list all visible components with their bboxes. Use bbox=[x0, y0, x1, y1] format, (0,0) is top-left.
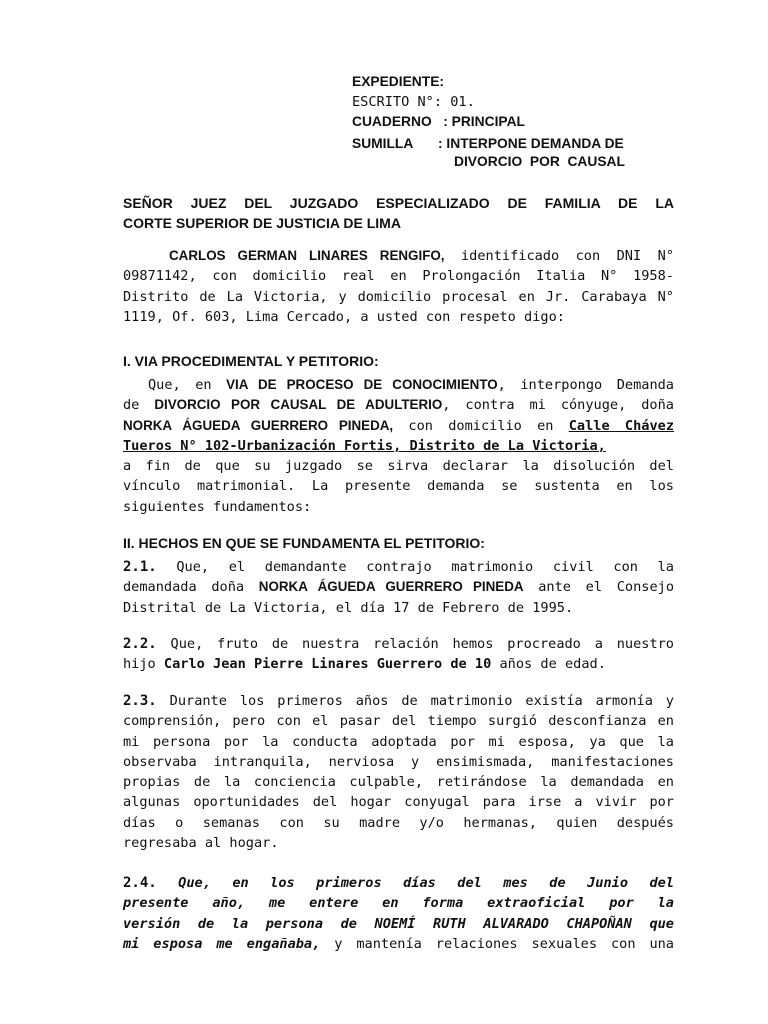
sumilla-text bbox=[438, 134, 625, 171]
p21-line-3: Distrital de La Victoria, el día 17 de Febrero de 1995. bbox=[123, 599, 574, 616]
defendant-address: Tueros N° 102-Urbanización Fortis, Distrito de La Victoria, bbox=[123, 437, 606, 454]
s1-line-6: vínculo matrimonial. La presente demanda se sustenta en los bbox=[123, 478, 674, 495]
sumilla-block bbox=[352, 134, 752, 171]
p24-line-4-b: y mantenía relaciones sexuales con una bbox=[320, 935, 674, 952]
s1-line-3-b: con domicilio en bbox=[393, 417, 569, 434]
section-2-heading: II. HECHOS EN QUE SE FUNDAMENTA EL PETITORIO: bbox=[123, 535, 485, 551]
p21-line-1-text: Que, el demandante contrajo matrimonio civil con la bbox=[156, 559, 674, 575]
s1-line-5: a fin de que su juzgado se sirva declarar la disolución del bbox=[123, 458, 674, 475]
p22-line-2 bbox=[123, 654, 674, 674]
p23-number: 2.3. bbox=[123, 693, 157, 709]
sumilla-label: SUMILLA bbox=[352, 136, 414, 151]
p24-line-3-text: versión de la persona de NOEMÍ RUTH ALVARADO CHAPOÑAN que bbox=[123, 915, 674, 932]
p24-line-2 bbox=[123, 893, 674, 913]
paragraph-2-3 bbox=[123, 691, 674, 853]
paragraph-2-1 bbox=[123, 557, 674, 618]
p22-line-1 bbox=[123, 634, 674, 654]
paragraph-2-2 bbox=[123, 634, 674, 675]
section-1-paragraph bbox=[123, 375, 674, 517]
p24-line-3 bbox=[123, 914, 674, 934]
intro-line-1-text: identificado con DNI N° bbox=[444, 248, 674, 264]
intro-paragraph bbox=[123, 246, 674, 327]
p23-line-1-text: Durante los primeros años de matrimonio existía armonía y bbox=[156, 693, 674, 709]
child-name: Carlo Jean Pierre Linares Guerrero de 10 bbox=[163, 656, 492, 673]
p24-line-4 bbox=[123, 934, 674, 954]
s1-line-7: siguientes fundamentos: bbox=[123, 498, 312, 515]
s1-line-2-c: , contra mi cónyuge, doña bbox=[442, 397, 674, 414]
p21-line-2-c: ante el Consejo bbox=[523, 579, 675, 596]
p22-line-1-text: Que, fruto de nuestra relación hemos procreado a nuestro bbox=[156, 636, 674, 652]
p21-defendant-name: NORKA ÁGUEDA GUERRERO PINEDA bbox=[258, 579, 524, 595]
s1-line-1-a: Que, en bbox=[148, 377, 227, 393]
p22-number: 2.2. bbox=[123, 636, 157, 652]
p21-line-2 bbox=[123, 577, 674, 597]
p23-line-7: días o semanas con su madre y/o hermanas, quien después bbox=[123, 814, 674, 831]
escrito-number: ESCRITO N°: 01. bbox=[352, 94, 475, 110]
cuaderno-line: CUADERNO : PRINCIPAL bbox=[352, 114, 525, 129]
defendant-name: NORKA ÁGUEDA GUERRERO PINEDA, bbox=[123, 417, 394, 433]
sumilla-line-1: : INTERPONE DEMANDA DE bbox=[438, 136, 624, 151]
expediente-label: EXPEDIENTE: bbox=[352, 74, 444, 89]
p23-line-1 bbox=[123, 691, 674, 711]
s1-line-4 bbox=[123, 436, 674, 456]
p23-line-2: comprensión, pero con el pasar del tiempo surgió desconfianza en bbox=[123, 713, 674, 730]
s1-line-3 bbox=[123, 416, 674, 436]
intro-line-3: Distrito de La Victoria, y domicilio procesal en Jr. Carabaya N° bbox=[123, 288, 674, 305]
p23-line-8: regresaba al hogar. bbox=[123, 835, 279, 852]
addressee-line-2: CORTE SUPERIOR DE JUSTICIA DE LIMA bbox=[123, 215, 401, 232]
addressee-line-1: SEÑOR JUEZ DEL JUZGADO ESPECIALIZADO DE FAMILIA DE LA bbox=[123, 195, 674, 211]
case-header bbox=[352, 72, 752, 171]
claim-type: DIVORCIO POR CAUSAL DE ADULTERIO bbox=[154, 397, 443, 413]
plaintiff-name: CARLOS GERMAN LINARES RENGIFO, bbox=[169, 248, 445, 263]
s1-line-2-a: de bbox=[123, 397, 155, 414]
p24-line-2-text: presente año, me entere en forma extraoficial por la bbox=[123, 895, 674, 912]
p24-line-4-a: mi esposa me engañaba, bbox=[123, 935, 321, 952]
intro-line-2: 09871142, con domicilio real en Prolongación Italia N° 1958- bbox=[123, 268, 674, 285]
p24-line-1 bbox=[123, 873, 674, 893]
paragraph-2-4 bbox=[123, 873, 674, 954]
p23-line-6: algunas oportunidades del hogar conyugal para irse a vivir por bbox=[123, 794, 674, 811]
p22-line-2-a: hijo bbox=[123, 656, 164, 673]
p21-line-1 bbox=[123, 557, 674, 577]
p23-line-5: propias de la conciencia culpable, retirándose la demandada en bbox=[123, 774, 674, 791]
p24-line-1-text: Que, en los primeros días del mes de Junio del bbox=[156, 875, 674, 891]
intro-line-4: 1119, Of. 603, Lima Cercado, a usted con respeto digo: bbox=[123, 308, 565, 325]
p23-line-4: observaba intranquila, nerviosa y ensimismada, manifestaciones bbox=[123, 753, 674, 770]
defendant-address-start: Calle Chávez bbox=[568, 417, 675, 434]
p24-number: 2.4. bbox=[123, 875, 157, 891]
section-1-heading: I. VIA PROCEDIMENTAL Y PETITORIO: bbox=[123, 353, 379, 369]
addressee bbox=[123, 193, 674, 234]
sumilla-line-2: DIVORCIO POR CAUSAL bbox=[454, 154, 625, 169]
s1-line-1-c: , interpongo Demanda bbox=[497, 377, 674, 393]
p21-line-2-a: demandada doña bbox=[123, 579, 259, 596]
p22-line-2-c: años de edad. bbox=[491, 656, 606, 673]
intro-line-1 bbox=[123, 246, 674, 266]
p23-line-3: mi persona por la conducta adoptada por mi esposa, ya que la bbox=[123, 733, 674, 750]
s1-line-1 bbox=[123, 375, 674, 395]
procedure-type: VIA DE PROCESO DE CONOCIMIENTO bbox=[226, 377, 498, 392]
p21-number: 2.1. bbox=[123, 559, 157, 575]
s1-line-2 bbox=[123, 395, 674, 415]
